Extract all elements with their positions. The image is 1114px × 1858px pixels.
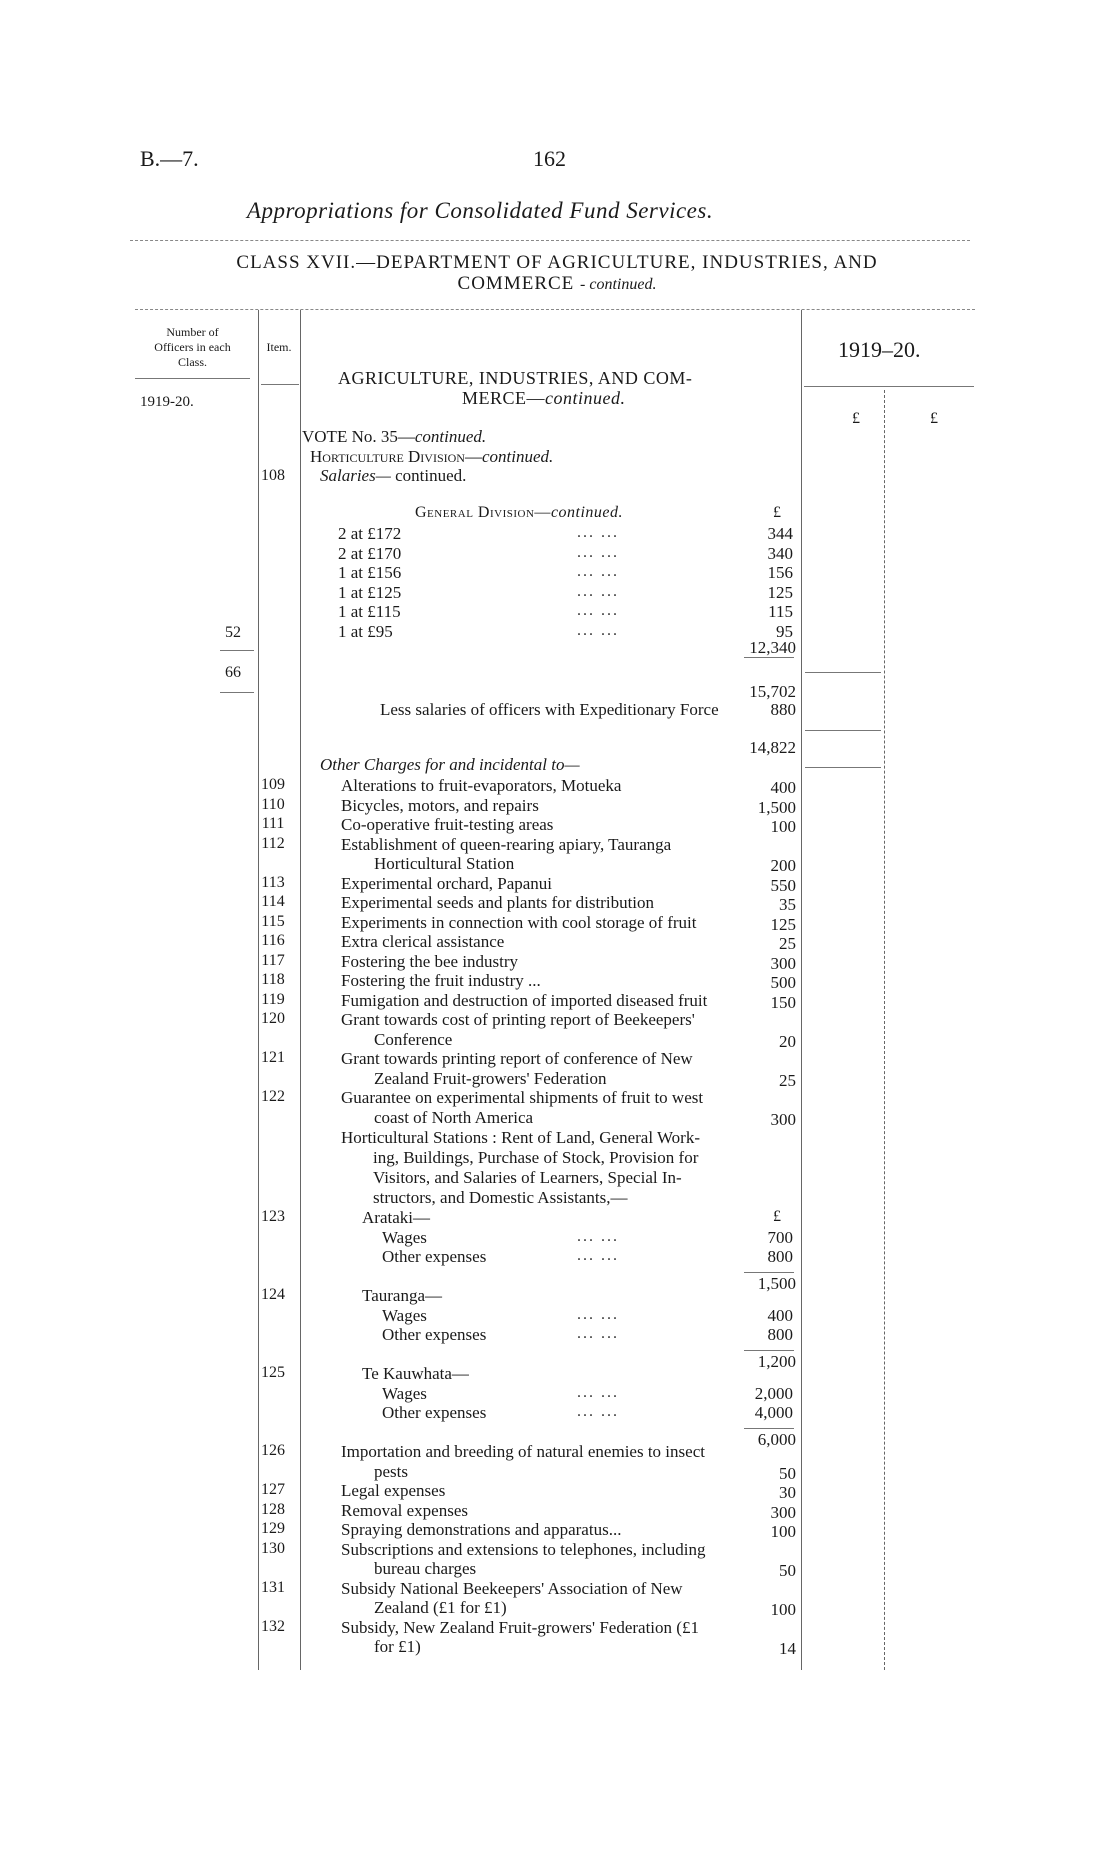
horticultural-heading: Horticultural Stations : Rent of Land, General Work- ing, Buildings, Purchase of Stock, Provision for Visitors, and Salaries of Learners, Special In- structors, and Domestic Assistants,— (341, 1128, 701, 1207)
leader-dots: ... ... (577, 563, 619, 580)
item-amount: 300 (770, 953, 796, 973)
item-description: Spraying demonstrations and apparatus... (341, 1520, 622, 1539)
item-description: Grant towards printing report of conference of New (341, 1049, 693, 1068)
item-description-cont: pests (374, 1461, 408, 1481)
item-amount: 200 (770, 856, 796, 875)
officers-count-rule (220, 650, 254, 651)
officers-count: 52 (225, 624, 241, 641)
class-heading-line2: COMMERCE - continued. (457, 273, 657, 294)
less-expeditionary-value: 880 (770, 700, 796, 719)
table-top-rule (135, 309, 975, 310)
officers-header-rule (135, 378, 250, 379)
salary-row-label: 1 at £156 (338, 563, 402, 582)
item-number: 114 (261, 893, 285, 910)
net-total-rule-2 (805, 767, 881, 768)
general-division-pound: £ (773, 504, 781, 521)
salary-row-value: 125 (767, 582, 793, 602)
item-description: Fumigation and destruction of imported diseased fruit (341, 990, 708, 1010)
salary-row-label: 2 at £170 (338, 543, 402, 563)
station-subtotal-rule (744, 1272, 794, 1273)
station-other-value: 800 (767, 1325, 793, 1344)
item-description-cont: Zealand (£1 for £1) (374, 1598, 507, 1617)
item-amount: 125 (770, 914, 796, 934)
item-description: Co-operative fruit-testing areas (341, 815, 554, 834)
item-description: Subscriptions and extensions to telephones, including (341, 1539, 706, 1559)
item-description: Establishment of queen-rearing apiary, Tauranga (341, 834, 672, 854)
item-number: 115 (261, 912, 285, 930)
salary-row-value: 340 (767, 543, 793, 563)
station-name: Tauranga— (362, 1286, 442, 1305)
item-description: Bicycles, motors, and repairs (341, 795, 539, 815)
item-description: Importation and breeding of natural enemies to insect (341, 1442, 705, 1461)
salaries-total: 12,340 (749, 638, 796, 657)
station-total: 1,200 (757, 1352, 796, 1371)
item-amount: 30 (779, 1483, 796, 1502)
officers-total-rule (220, 692, 254, 693)
station-name: Te Kauwhata— (362, 1364, 469, 1383)
item-number: 119 (261, 990, 285, 1008)
item-number: 130 (261, 1539, 285, 1557)
leader-dots: ... ... (577, 1325, 619, 1342)
station-other-value: 4,000 (754, 1403, 793, 1422)
item-number: 118 (261, 971, 285, 988)
leader-dots: ... ... (577, 582, 619, 600)
salaries-total-rule (805, 672, 881, 673)
item-number: 123 (261, 1208, 285, 1225)
item-description: Removal expenses (341, 1500, 468, 1520)
item-number: 126 (261, 1442, 285, 1459)
item-number: 127 (261, 1481, 285, 1498)
net-total: 14,822 (749, 738, 796, 757)
item-number: 117 (261, 951, 285, 969)
gross-total: 15,702 (749, 682, 796, 701)
report-reference: B.—7. (140, 146, 199, 171)
station-subtotal-rule (744, 1350, 794, 1351)
item-number: 108 (261, 467, 285, 484)
item-number: 116 (261, 932, 285, 949)
department-heading-line1: AGRICULTURE, INDUSTRIES, AND COM- (338, 368, 693, 388)
station-total: 6,000 (757, 1430, 796, 1449)
salaries-line: Salaries— continued. (320, 466, 467, 485)
item-header: Item. (266, 340, 292, 354)
year-header-rule (804, 386, 974, 387)
station-wages-label: Wages (382, 1227, 427, 1247)
item-number: 120 (261, 1010, 285, 1027)
item-description-cont: Horticultural Station (374, 854, 515, 873)
other-charges-heading: Other Charges for and incidental to— (320, 755, 580, 774)
station-subtotal-rule (744, 1428, 794, 1429)
salary-row-value: 344 (767, 524, 793, 543)
station-total: 1,500 (757, 1274, 796, 1293)
title-divider (130, 240, 970, 241)
station-other-label: Other expenses (382, 1247, 487, 1266)
item-number: 113 (261, 873, 285, 891)
salary-row-value: 95 (776, 621, 793, 641)
pound-header-1: £ (852, 410, 860, 427)
salary-row-label: 1 at £95 (338, 621, 393, 641)
item-amount: 100 (770, 1600, 796, 1619)
item-description: Fostering the bee industry (341, 951, 519, 971)
item-description: Extra clerical assistance (341, 932, 505, 951)
vote-line: VOTE No. 35—continued. (302, 427, 487, 446)
division-line: Horticulture Division—continued. (310, 447, 554, 466)
class-heading-line1: CLASS XVII.—DEPARTMENT OF AGRICULTURE, INDUSTRIES, AND (236, 252, 878, 273)
station-wages-label: Wages (382, 1383, 427, 1403)
item-amount: 1,500 (757, 797, 796, 817)
item-description-cont: Conference (374, 1029, 453, 1049)
leader-dots: ... ... (577, 524, 619, 541)
item-description-cont: bureau charges (374, 1559, 477, 1578)
horticultural-pound: £ (773, 1208, 781, 1225)
item-amount: 14 (779, 1639, 796, 1658)
item-number: 110 (261, 795, 285, 813)
station-wages-label: Wages (382, 1305, 427, 1325)
leader-dots: ... ... (577, 1247, 619, 1264)
station-wages-value: 700 (767, 1227, 793, 1247)
department-heading-line2: MERCE—continued. (462, 388, 626, 408)
item-amount: 20 (779, 1031, 796, 1051)
salary-row-label: 1 at £125 (338, 582, 402, 602)
item-amount: 150 (770, 992, 796, 1012)
officers-year: 1919-20. (140, 394, 194, 410)
item-description-cont: coast of North America (374, 1107, 534, 1127)
item-number: 129 (261, 1520, 285, 1537)
amount-column-rule (801, 310, 802, 1670)
item-amount: 100 (770, 817, 796, 836)
page-title: Appropriations for Consolidated Fund Services. (246, 198, 714, 223)
item-number: 131 (261, 1578, 285, 1596)
net-total-rule (805, 730, 881, 731)
general-division-heading: General Division—continued. (415, 504, 624, 521)
item-number: 112 (261, 834, 285, 852)
item-number: 111 (261, 815, 285, 832)
leader-dots: ... ... (577, 1383, 619, 1401)
item-amount: 300 (770, 1109, 796, 1129)
leader-dots: ... ... (577, 1227, 619, 1245)
item-amount: 50 (779, 1463, 796, 1483)
less-expeditionary-label: Less salaries of officers with Expeditionary Force (380, 700, 719, 719)
station-other-label: Other expenses (382, 1325, 487, 1344)
item-amount: 500 (770, 973, 796, 992)
item-number: 109 (261, 776, 285, 793)
item-amount: 25 (779, 934, 796, 953)
year-header: 1919–20. (838, 337, 921, 362)
leader-dots: ... ... (577, 621, 619, 639)
leader-dots: ... ... (577, 1305, 619, 1323)
item-description: Experiments in connection with cool storage of fruit (341, 912, 697, 932)
item-amount: 50 (779, 1561, 796, 1580)
pound-header-2: £ (930, 410, 938, 427)
station-wages-value: 400 (767, 1305, 793, 1325)
leader-dots: ... ... (577, 602, 619, 619)
item-number: 125 (261, 1364, 285, 1381)
station-other-value: 800 (767, 1247, 793, 1266)
item-description: Subsidy, New Zealand Fruit-growers' Federation (£1 (341, 1617, 699, 1637)
salary-row-value: 156 (767, 563, 793, 582)
salary-row-label: 1 at £115 (338, 602, 401, 621)
item-header-rule (261, 384, 299, 385)
item-number: 128 (261, 1500, 285, 1518)
item-description: Guarantee on experimental shipments of fruit to west (341, 1088, 704, 1107)
item-description: Legal expenses (341, 1481, 446, 1500)
station-name: Arataki— (362, 1208, 430, 1227)
desc-column-rule (300, 310, 301, 1670)
salary-row-label: 2 at £172 (338, 524, 402, 543)
item-number: 122 (261, 1088, 285, 1105)
item-amount: 300 (770, 1502, 796, 1522)
item-description: Fostering the fruit industry ... (341, 971, 541, 990)
item-description-cont: Zealand Fruit-growers' Federation (374, 1068, 607, 1088)
salary-row-value: 115 (768, 602, 793, 621)
item-amount: 100 (770, 1522, 796, 1541)
item-amount: 25 (779, 1070, 796, 1090)
item-description-cont: for £1) (374, 1637, 421, 1656)
item-description: Experimental seeds and plants for distribution (341, 893, 655, 912)
item-number: 132 (261, 1617, 285, 1635)
item-number: 121 (261, 1049, 285, 1066)
item-description: Subsidy National Beekeepers' Association of New (341, 1578, 683, 1598)
item-description: Grant towards cost of printing report of Beekeepers' (341, 1010, 695, 1029)
item-description: Experimental orchard, Papanui (341, 873, 553, 893)
amount2-column-rule (884, 390, 885, 1670)
item-number: 124 (261, 1286, 285, 1303)
item-description: Alterations to fruit-evaporators, Motueka (341, 776, 622, 795)
page-number: 162 (533, 146, 566, 171)
item-amount: 550 (770, 875, 796, 895)
item-amount: 400 (770, 778, 796, 797)
leader-dots: ... ... (577, 543, 619, 561)
officers-header: Number of Officers in each Class. (154, 325, 231, 369)
item-amount: 35 (779, 895, 796, 914)
officers-total: 66 (225, 664, 241, 681)
leader-dots: ... ... (577, 1403, 619, 1420)
station-other-label: Other expenses (382, 1403, 487, 1422)
station-wages-value: 2,000 (754, 1383, 793, 1403)
